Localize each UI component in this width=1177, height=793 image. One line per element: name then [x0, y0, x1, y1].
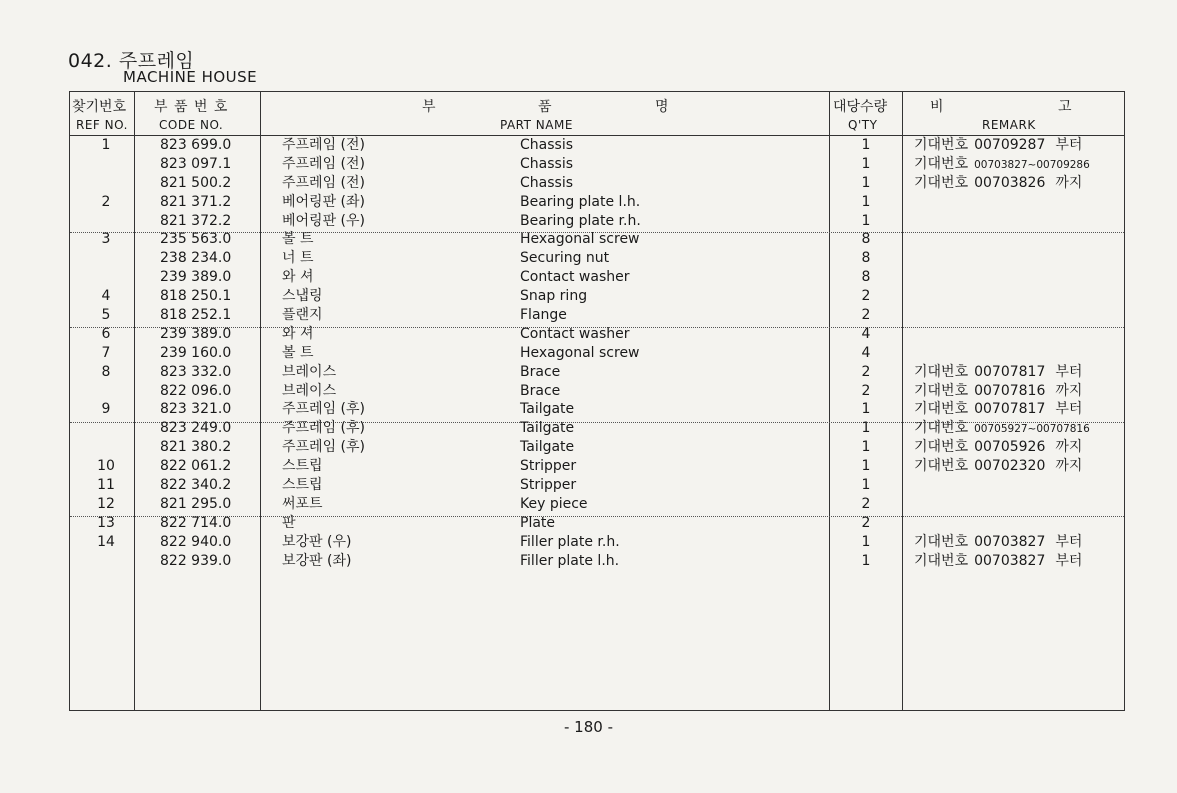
quantity: 2: [861, 288, 871, 305]
remark-suffix: 까지: [1055, 382, 1083, 399]
part-name-korean: 와 셔: [282, 269, 314, 286]
part-name-english: Chassis: [520, 174, 573, 191]
table-row: [70, 344, 1124, 363]
remark: [914, 514, 930, 533]
part-name-english: Securing nut: [520, 250, 610, 267]
ref-number: 3: [101, 231, 111, 248]
remark: [914, 363, 1082, 382]
part-name-english: Filler plate r.h.: [520, 533, 620, 550]
quantity: 8: [861, 250, 871, 267]
remark: [914, 438, 1082, 457]
code-number: 821 500.2: [160, 174, 232, 191]
remark-prefix: 기대번호: [914, 552, 969, 569]
quantity: 1: [861, 155, 871, 172]
ref-number: 2: [101, 193, 111, 210]
table-row: [70, 174, 1124, 193]
remark-prefix: 기대번호: [914, 439, 969, 456]
title-korean: 주프레임: [118, 50, 195, 72]
ref-number: 11: [97, 477, 115, 494]
parts-table: [69, 91, 1125, 711]
code-number: 822 340.2: [160, 477, 232, 494]
remark: [914, 212, 930, 231]
code-number: 239 389.0: [160, 269, 232, 286]
quantity: 1: [861, 174, 871, 191]
part-name-korean: 베어링판 (우): [282, 212, 365, 229]
code-number: 239 389.0: [160, 325, 232, 342]
part-name-english: Chassis: [520, 155, 573, 172]
code-number: 818 252.1: [160, 307, 232, 324]
quantity: 4: [861, 325, 871, 342]
part-name-english: Snap ring: [520, 288, 588, 305]
remark-suffix: 부터: [1055, 533, 1083, 550]
code-number: 823 097.1: [160, 155, 232, 172]
quantity: 2: [861, 307, 871, 324]
quantity: 1: [861, 193, 871, 210]
code-number: 822 061.2: [160, 458, 232, 475]
header-code-kor: 부 품 번 호: [154, 99, 229, 115]
part-name-korean: 너 트: [282, 250, 314, 267]
part-name-english: Stripper: [520, 458, 577, 475]
remark-prefix: 기대번호: [914, 174, 969, 191]
remark: [914, 325, 930, 344]
remark-prefix: 기대번호: [914, 363, 969, 380]
remark: [914, 476, 930, 495]
code-number: 822 939.0: [160, 552, 232, 569]
table-row: [70, 495, 1124, 514]
part-name-korean: 써포트: [282, 495, 323, 512]
part-name-english: Filler plate l.h.: [520, 552, 620, 569]
remark-serial: 00703826: [974, 174, 1046, 191]
remark: [914, 533, 1082, 552]
part-name-korean: 주프레임 (후): [282, 401, 365, 418]
remark: [914, 344, 930, 363]
table-row: [70, 514, 1124, 533]
quantity: 1: [861, 137, 871, 153]
quantity: 2: [861, 514, 871, 531]
part-name-english: Bearing plate l.h.: [520, 193, 641, 210]
title-number: 042.: [68, 50, 113, 72]
table-row: [70, 400, 1124, 419]
quantity: 1: [861, 533, 871, 550]
part-name-english: Tailgate: [520, 401, 575, 418]
code-number: 823 332.0: [160, 363, 232, 380]
ref-number: 10: [97, 458, 115, 475]
code-number: 818 250.1: [160, 288, 232, 305]
header-code-en: CODE NO.: [159, 118, 224, 132]
header-qty-kor: 대당수량: [833, 99, 888, 115]
part-name-korean: 스트립: [282, 458, 323, 475]
remark-prefix: 기대번호: [914, 533, 969, 550]
ref-number: 7: [101, 344, 111, 361]
code-number: 235 563.0: [160, 231, 232, 248]
part-name-english: Tailgate: [520, 439, 575, 456]
header-ref-kor: 찾기번호: [72, 99, 127, 115]
quantity: 1: [861, 477, 871, 494]
part-name-korean: 와 셔: [282, 325, 314, 342]
ref-number: 9: [101, 401, 111, 418]
table-row: [70, 363, 1124, 382]
code-number: 821 372.2: [160, 212, 232, 229]
quantity: 1: [861, 401, 871, 418]
remark-serial: 00705927~00707816: [974, 423, 1090, 436]
remark: [914, 174, 1082, 193]
remark-serial: 00707817: [974, 363, 1046, 380]
code-number: 823 249.0: [160, 420, 232, 437]
remark: [914, 552, 1082, 571]
table-row: [70, 438, 1124, 457]
remark: [914, 287, 930, 306]
ref-number: 14: [97, 533, 115, 550]
code-number: 821 380.2: [160, 439, 232, 456]
part-name-english: Contact washer: [520, 325, 630, 342]
header-remark-en: REMARK: [982, 118, 1036, 132]
remark: [914, 249, 930, 268]
code-number: 822 714.0: [160, 514, 232, 531]
code-number: 821 371.2: [160, 193, 232, 210]
table-row: [70, 382, 1124, 401]
parts-rows: [70, 136, 1124, 570]
quantity: 2: [861, 382, 871, 399]
table-row: [70, 457, 1124, 476]
part-name-korean: 브레이스: [282, 363, 337, 380]
header-name-en: PART NAME: [500, 118, 573, 132]
table-row: [70, 533, 1124, 552]
part-name-english: Contact washer: [520, 269, 630, 286]
quantity: 2: [861, 495, 871, 512]
quantity: 1: [861, 212, 871, 229]
part-name-english: Brace: [520, 382, 561, 399]
part-name-english: Key piece: [520, 495, 588, 512]
code-number: 239 160.0: [160, 344, 232, 361]
header-remark-kor-1: 비: [930, 99, 944, 115]
header-name-kor-2: 품: [538, 99, 552, 115]
remark-suffix: 까지: [1055, 174, 1083, 191]
remark-prefix: 기대번호: [914, 401, 969, 418]
table-row: [70, 325, 1124, 344]
part-name-korean: 주프레임 (전): [282, 174, 365, 191]
part-name-english: Hexagonal screw: [520, 231, 640, 248]
remark: [914, 306, 930, 325]
header-qty-en: Q'TY: [848, 118, 878, 132]
remark-serial: 00703827: [974, 533, 1046, 550]
remark: [914, 495, 930, 514]
ref-number: 6: [101, 325, 111, 342]
remark-suffix: 부터: [1055, 552, 1083, 569]
table-row: [70, 268, 1124, 287]
part-name-english: Stripper: [520, 477, 577, 494]
part-name-korean: 스냅링: [282, 288, 323, 305]
part-name-english: Bearing plate r.h.: [520, 212, 641, 229]
remark: [914, 193, 930, 212]
quantity: 8: [861, 269, 871, 286]
quantity: 1: [861, 439, 871, 456]
remark-suffix: 부터: [1055, 401, 1083, 418]
part-name-english: Hexagonal screw: [520, 344, 640, 361]
remark-suffix: 까지: [1055, 458, 1083, 475]
table-row: [70, 155, 1124, 174]
remark-suffix: 부터: [1055, 137, 1083, 153]
table-row: [70, 306, 1124, 325]
part-name-korean: 보강판 (우): [282, 533, 352, 550]
code-number: 822 940.0: [160, 533, 232, 550]
table-row: [70, 476, 1124, 495]
page-title-english: MACHINE HOUSE: [123, 68, 258, 86]
code-number: 238 234.0: [160, 250, 232, 267]
remark-serial: 00709287: [974, 137, 1046, 153]
table-row: [70, 287, 1124, 306]
part-name-korean: 주프레임 (전): [282, 137, 365, 153]
quantity: 2: [861, 363, 871, 380]
remark-serial: 00707817: [974, 401, 1046, 418]
remark: [914, 419, 1100, 439]
remark: [914, 268, 930, 287]
remark: [914, 136, 1082, 155]
table-row: [70, 552, 1124, 571]
header-remark-kor-2: 고: [1058, 99, 1072, 115]
part-name-english: Brace: [520, 363, 561, 380]
remark-prefix: 기대번호: [914, 382, 969, 399]
table-row: [70, 136, 1124, 155]
remark-suffix: 부터: [1055, 363, 1083, 380]
remark-prefix: 기대번호: [914, 137, 969, 153]
quantity: 4: [861, 344, 871, 361]
part-name-english: Tailgate: [520, 420, 575, 437]
ref-number: 5: [101, 307, 111, 324]
part-name-korean: 주프레임 (후): [282, 420, 365, 437]
part-name-korean: 판: [282, 514, 296, 531]
part-name-korean: 볼 트: [282, 344, 314, 361]
remark: [914, 155, 1100, 175]
remark-suffix: 까지: [1055, 439, 1083, 456]
part-name-english: Plate: [520, 514, 556, 531]
code-number: 823 321.0: [160, 401, 232, 418]
quantity: 1: [861, 420, 871, 437]
part-name-korean: 브레이스: [282, 382, 337, 399]
remark: [914, 457, 1082, 476]
ref-number: 8: [101, 363, 111, 380]
part-name-korean: 볼 트: [282, 231, 314, 248]
part-name-korean: 주프레임 (전): [282, 155, 365, 172]
part-name-english: Chassis: [520, 137, 573, 153]
remark: [914, 382, 1082, 401]
remark-prefix: 기대번호: [914, 420, 969, 437]
remark-prefix: 기대번호: [914, 458, 969, 475]
remark-serial: 00707816: [974, 382, 1046, 399]
quantity: 8: [861, 231, 871, 248]
part-name-korean: 보강판 (좌): [282, 552, 352, 569]
page-number: - 180 -: [564, 718, 613, 736]
remark-prefix: 기대번호: [914, 155, 969, 172]
remark-serial: 00702320: [974, 458, 1046, 475]
part-name-english: Flange: [520, 307, 567, 324]
part-name-korean: 주프레임 (후): [282, 439, 365, 456]
table-row: [70, 419, 1124, 438]
code-number: 822 096.0: [160, 382, 232, 399]
table-row: [70, 193, 1124, 212]
table-row: [70, 212, 1124, 231]
ref-number: 4: [101, 288, 111, 305]
part-name-korean: 플랜지: [282, 307, 323, 324]
code-number: 823 699.0: [160, 137, 232, 153]
remark: [914, 400, 1082, 419]
table-row: [70, 249, 1124, 268]
quantity: 1: [861, 552, 871, 569]
remark: [914, 230, 930, 249]
remark-serial: 00705926: [974, 439, 1046, 456]
header-name-kor-1: 부: [422, 99, 436, 115]
part-name-korean: 스트립: [282, 477, 323, 494]
ref-number: 13: [97, 514, 115, 531]
remark-serial: 00703827: [974, 552, 1046, 569]
ref-number: 12: [97, 495, 115, 512]
header-ref-en: REF NO.: [76, 118, 128, 132]
header-name-kor-3: 명: [655, 99, 669, 115]
ref-number: 1: [101, 137, 111, 153]
remark-serial: 00703827~00709286: [974, 158, 1090, 171]
quantity: 1: [861, 458, 871, 475]
code-number: 821 295.0: [160, 495, 232, 512]
part-name-korean: 베어링판 (좌): [282, 193, 365, 210]
table-row: [70, 230, 1124, 249]
